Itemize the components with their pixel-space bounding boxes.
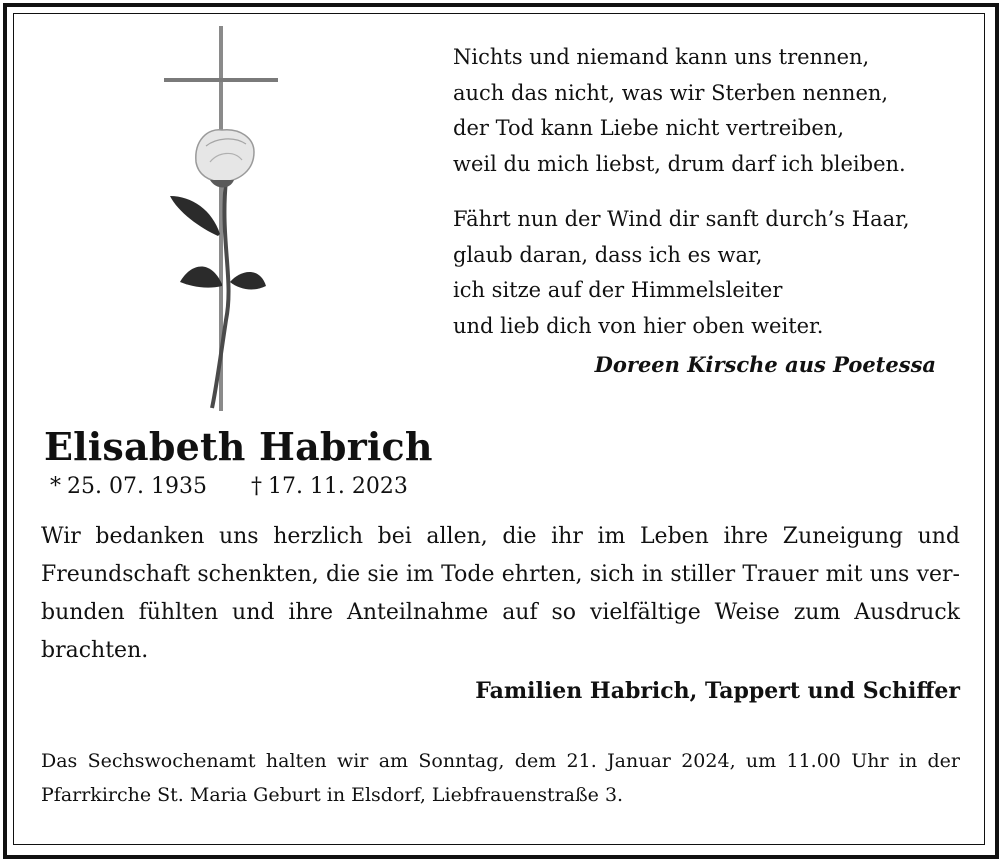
poem-line: glaub daran, dass ich es war,	[453, 242, 763, 267]
poem-author: Doreen Kirsche aus Poetessa	[594, 352, 936, 377]
poem-line: der Tod kann Liebe nicht vertreiben,	[453, 116, 844, 140]
service-line: Das Sechswochenamt halten wir am Sonntag, dem 21. Januar 2024, um 11.00 Uhr in der	[41, 750, 960, 772]
poem	[453, 40, 953, 344]
family-signature: Familien Habrich, Tappert und Schiffer	[475, 678, 960, 704]
thanks-line: Wir bedanken uns herzlich bei allen, die ihr im Leben ihre Zuneigung und	[41, 524, 960, 549]
birth-star-icon: *	[50, 474, 61, 499]
cross-and-rose-illustration	[150, 20, 290, 420]
poem-line: Fährt nun der Wind dir sanft durch’s Haar,	[453, 207, 910, 231]
death-date: 17. 11. 2023	[267, 474, 408, 499]
poem-line: weil du mich liebst, drum darf ich bleiben.	[453, 151, 906, 176]
rose-leaf-icon	[180, 266, 222, 287]
poem-line: ich sitze auf der Himmelsleiter	[453, 278, 783, 302]
birth-date: 25. 07. 1935	[67, 474, 207, 499]
service-notice	[41, 744, 960, 812]
rose-blossom-icon	[196, 130, 254, 188]
thanks-paragraph	[41, 518, 960, 670]
death-cross-icon: †	[250, 474, 262, 499]
poem-line: auch das nicht, was wir Sterben nennen,	[453, 80, 889, 105]
thanks-line: bunden fühlten und ihre Anteilnahme auf so vielfältige Weise zum Ausdruck	[41, 600, 960, 625]
rose-leaf-icon	[170, 196, 220, 236]
thanks-line: Freundschaft schenkten, die sie im Tode ehrten, sich in stiller Trauer mit uns ver-	[41, 562, 960, 587]
life-dates	[50, 474, 408, 499]
deceased-name: Elisabeth Habrich	[44, 424, 433, 469]
poem-line: und lieb dich von hier oben weiter.	[453, 313, 824, 338]
poem-line: Nichts und niemand kann uns trennen,	[453, 45, 870, 69]
rose-leaf-icon	[230, 272, 266, 289]
service-line: Pfarrkirche St. Maria Geburt in Elsdorf, Liebfrauenstraße 3.	[41, 784, 624, 806]
thanks-line: brachten.	[41, 638, 149, 663]
